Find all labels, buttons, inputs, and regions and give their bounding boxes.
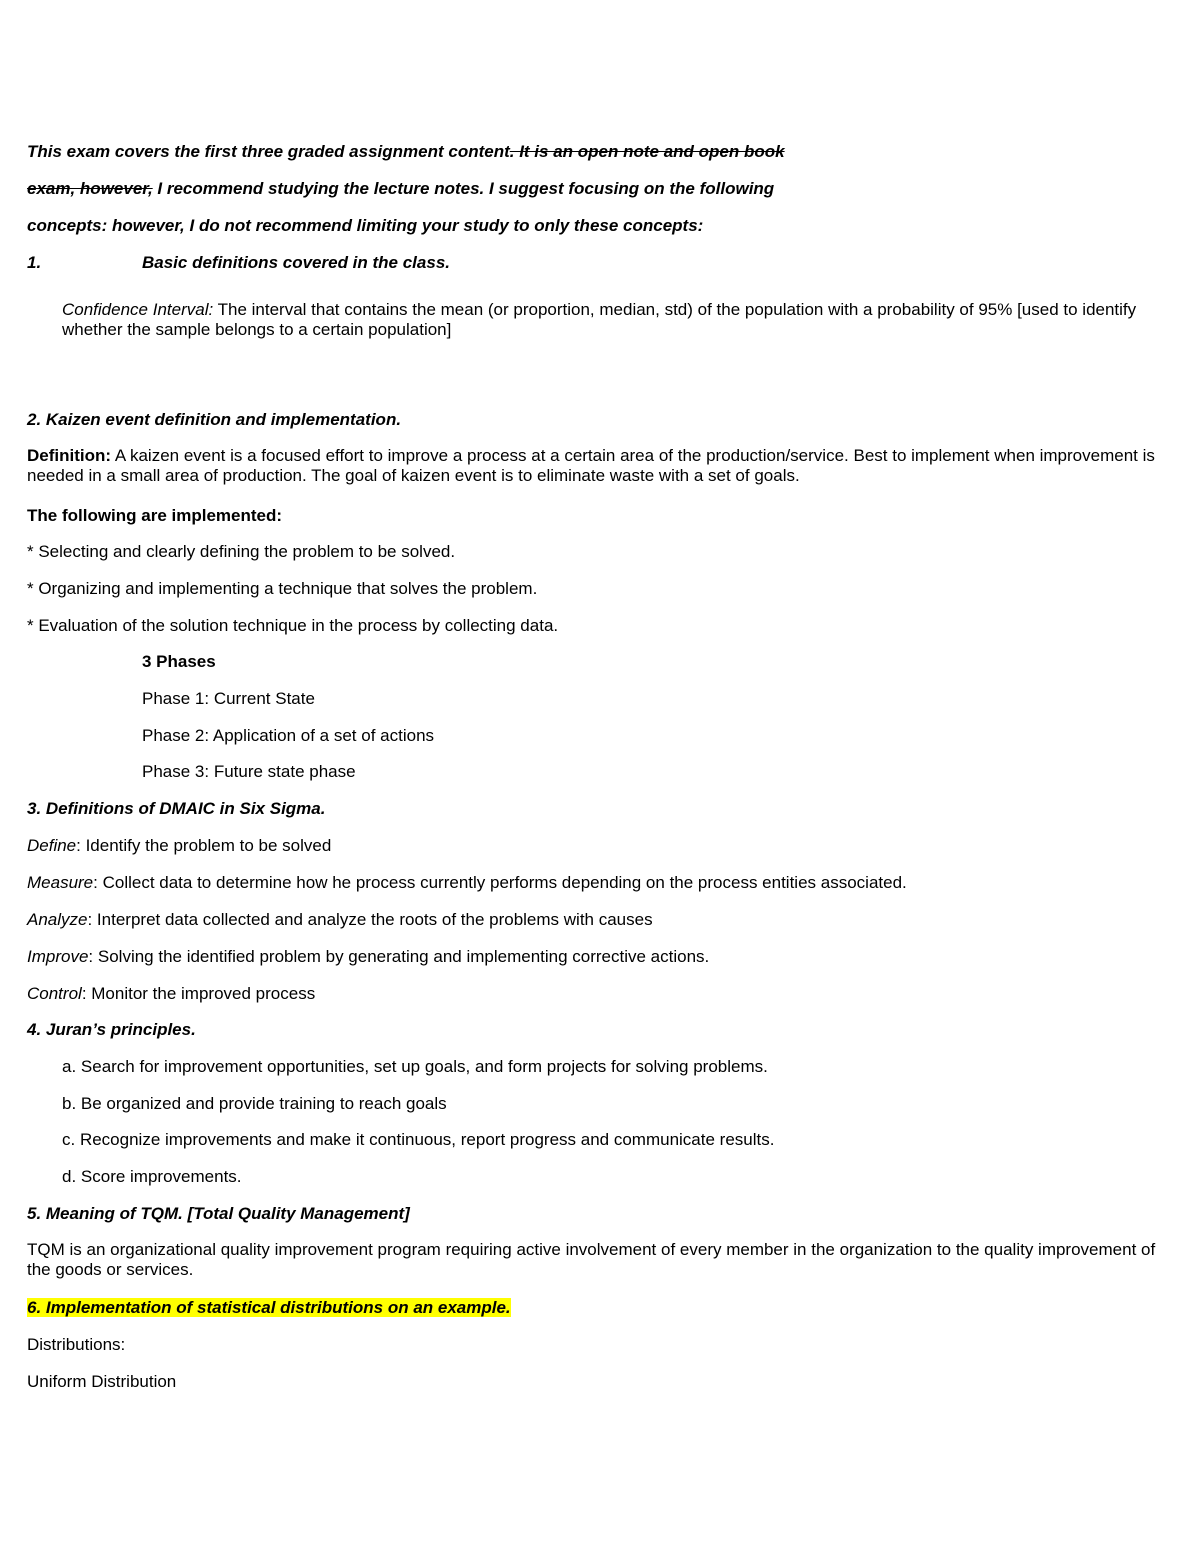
section-2-heading: 2. Kaizen event definition and implementation.	[27, 410, 402, 429]
section-3-heading: 3. Definitions of DMAIC in Six Sigma.	[27, 799, 326, 818]
intro-line-1-text: This exam covers the first three graded assignment content	[27, 142, 510, 161]
dmaic-term: Define	[27, 836, 77, 855]
kaizen-list-item: * Selecting and clearly defining the problem to be solved.	[27, 542, 456, 561]
dmaic-item	[27, 983, 315, 1005]
section-6-highlighted-heading: 6. Implementation of statistical distributions on an example.	[27, 1298, 511, 1317]
phase-item: Phase 3: Future state phase	[142, 762, 356, 781]
kaizen-definition-label: Definition:	[27, 446, 112, 465]
dmaic-term: Analyze	[27, 910, 88, 929]
juran-item: c. Recognize improvements and make it continuous, report progress and communicate results.	[62, 1130, 775, 1149]
section-4-heading: 4. Juran’s principles.	[27, 1020, 196, 1039]
section-1-number: 1.	[27, 253, 42, 272]
intro-struck-text-2: exam, however,	[27, 179, 153, 198]
tqm-definition: TQM is an organizational quality improvement program requiring active involvement of every member in the organization to the quality improvement of the goods or services.	[27, 1240, 1156, 1279]
distributions-label: Distributions:	[27, 1335, 126, 1354]
phase-item: Phase 1: Current State	[142, 689, 315, 708]
dmaic-term: Improve	[27, 947, 89, 966]
juran-item: a. Search for improvement opportunities, set up goals, and form projects for solving problems.	[62, 1057, 768, 1076]
kaizen-list-item: * Organizing and implementing a technique that solves the problem.	[27, 579, 538, 598]
dmaic-text: : Identify the problem to be solved	[76, 836, 332, 855]
uniform-distribution: Uniform Distribution	[27, 1372, 177, 1391]
juran-item: b. Be organized and provide training to reach goals	[62, 1094, 447, 1113]
confidence-interval-text: The interval that contains the mean (or proportion, median, std) of the population with a probability of 95% [used to identify whether the sample belongs to a certain population]	[62, 300, 1137, 339]
kaizen-list-item: * Evaluation of the solution technique in the process by collecting data.	[27, 616, 559, 635]
section-1-title: Basic definitions covered in the class.	[142, 253, 450, 272]
phases-title: 3 Phases	[142, 652, 216, 671]
dmaic-item	[27, 946, 709, 968]
dmaic-item	[27, 909, 653, 931]
intro-line-2	[27, 178, 774, 200]
section-1-heading	[27, 252, 450, 274]
dmaic-item	[27, 835, 331, 857]
phase-item: Phase 2: Application of a set of actions	[142, 726, 435, 745]
dmaic-text: : Collect data to determine how he process currently performs depending on the process entities associated.	[93, 873, 907, 892]
intro-line-2-text: I recommend studying the lecture notes. I suggest focusing on the following	[152, 179, 775, 198]
intro-line-3: concepts: however, I do not recommend limiting your study to only these concepts:	[27, 216, 704, 235]
kaizen-definition-text: A kaizen event is a focused effort to improve a process at a certain area of the production/service. Best to implement when improvement is needed in a small area of production. The goal of kaizen event is to eliminate waste with a set of goals.	[27, 446, 1155, 485]
juran-item: d. Score improvements.	[62, 1167, 242, 1186]
dmaic-term: Control	[27, 984, 82, 1003]
implemented-label: The following are implemented:	[27, 506, 283, 525]
section-6-heading	[27, 1297, 511, 1319]
dmaic-text: : Monitor the improved process	[81, 984, 316, 1003]
dmaic-term: Measure	[27, 873, 94, 892]
confidence-interval-definition	[62, 300, 1147, 340]
dmaic-text: : Interpret data collected and analyze the roots of the problems with causes	[87, 910, 653, 929]
intro-line-1	[27, 141, 785, 163]
section-5-heading: 5. Meaning of TQM. [Total Quality Management]	[27, 1204, 410, 1223]
confidence-interval-term: Confidence Interval:	[62, 300, 214, 319]
kaizen-definition	[27, 446, 1157, 486]
dmaic-item	[27, 872, 907, 894]
intro-struck-text-1: . It is an open note and open book	[509, 142, 785, 161]
dmaic-text: : Solving the identified problem by generating and implementing corrective actions.	[88, 947, 710, 966]
